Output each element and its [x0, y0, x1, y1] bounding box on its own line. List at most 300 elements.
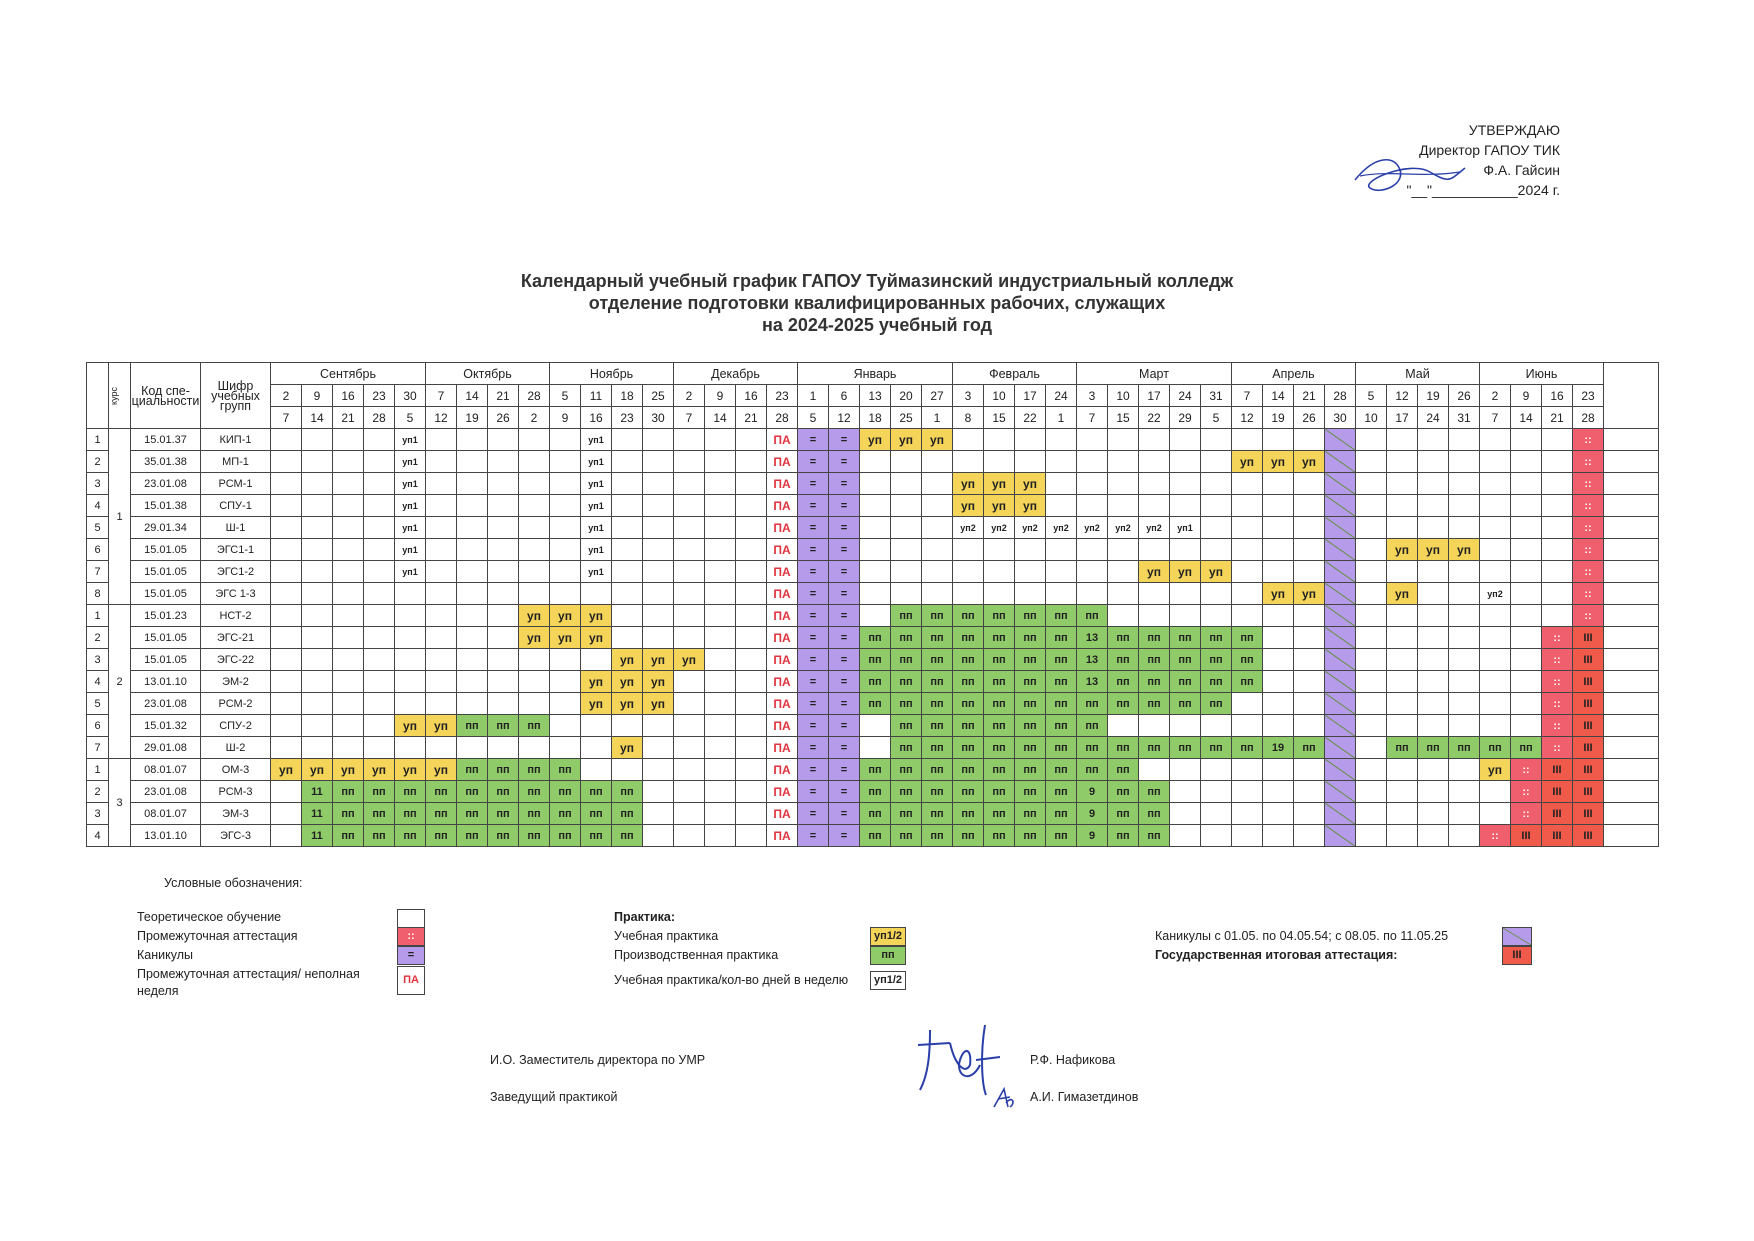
practice-pp-cell: пп — [891, 781, 922, 803]
week-start: 5 — [550, 385, 581, 407]
practice-pp-cell: пп — [891, 715, 922, 737]
week-cell — [1139, 605, 1170, 627]
week-cell — [1232, 583, 1263, 605]
week-cell — [1387, 781, 1418, 803]
practice-pp-cell: 13 — [1077, 649, 1108, 671]
week-cell — [1108, 539, 1139, 561]
week-cell — [1480, 693, 1511, 715]
week-cell — [302, 561, 333, 583]
week-cell — [1542, 451, 1573, 473]
practice-yp-cell: уп — [612, 693, 643, 715]
week-cell — [1294, 671, 1325, 693]
practice-pp-cell: пп — [426, 803, 457, 825]
week-cell — [643, 495, 674, 517]
month-header: Ноябрь — [550, 363, 674, 385]
practice-pp-cell: пп — [984, 737, 1015, 759]
interim-partial-cell: ПА — [767, 781, 798, 803]
week-cell — [1387, 671, 1418, 693]
table-row — [87, 715, 1659, 737]
practice-pp-cell: пп — [860, 781, 891, 803]
week-cell — [1480, 649, 1511, 671]
practice-yp-cell: уп — [1170, 561, 1201, 583]
practice-pp-cell: 13 — [1077, 671, 1108, 693]
table-row — [87, 759, 1659, 781]
specialty-code: 15.01.05 — [131, 627, 201, 649]
week-cell — [581, 649, 612, 671]
week-cell — [612, 561, 643, 583]
attestation-cell: :: — [1542, 671, 1573, 693]
practice-pp-cell: пп — [953, 825, 984, 847]
practice-pp-cell: пп — [953, 803, 984, 825]
week-cell — [643, 561, 674, 583]
week-cell — [302, 429, 333, 451]
practice-pp-cell: пп — [1108, 803, 1139, 825]
week-end: 29 — [1170, 407, 1201, 429]
week-cell — [457, 429, 488, 451]
week-cell — [333, 429, 364, 451]
week-cell — [612, 517, 643, 539]
week-cell — [457, 583, 488, 605]
practice-pp-cell: пп — [426, 825, 457, 847]
practice-pp-cell: пп — [1139, 671, 1170, 693]
week-cell — [1418, 781, 1449, 803]
week-cell — [736, 825, 767, 847]
week-cell — [1046, 473, 1077, 495]
practice-pp-cell: пп — [1201, 649, 1232, 671]
practice-yp-cell: уп — [581, 693, 612, 715]
practice-days-cell: уп2 — [1108, 517, 1139, 539]
row-tail — [1604, 539, 1659, 561]
row-number: 2 — [87, 627, 109, 649]
week-cell — [705, 649, 736, 671]
practice-pp-cell: пп — [953, 649, 984, 671]
interim-partial-cell: ПА — [767, 759, 798, 781]
attestation-cell: :: — [1511, 803, 1542, 825]
practice-pp-cell: пп — [457, 759, 488, 781]
director-signature-icon — [1350, 150, 1470, 198]
week-cell — [271, 473, 302, 495]
practice-pp-cell: пп — [581, 781, 612, 803]
practice-pp-cell: пп — [891, 649, 922, 671]
week-cell — [395, 737, 426, 759]
practice-yp-cell: уп — [612, 671, 643, 693]
week-cell — [302, 517, 333, 539]
holiday-cell — [1325, 649, 1356, 671]
gia-cell: III — [1542, 825, 1573, 847]
practice-pp-cell: пп — [860, 649, 891, 671]
week-cell — [519, 583, 550, 605]
week-cell — [1449, 781, 1480, 803]
week-cell — [550, 671, 581, 693]
week-end: 31 — [1449, 407, 1480, 429]
week-cell — [271, 605, 302, 627]
practice-pp-cell: пп — [984, 627, 1015, 649]
week-cell — [860, 495, 891, 517]
week-cell — [1294, 759, 1325, 781]
group-code: ЭГС1-1 — [201, 539, 271, 561]
month-header: Январь — [798, 363, 953, 385]
week-cell — [1108, 473, 1139, 495]
week-start: 17 — [1015, 385, 1046, 407]
week-cell — [922, 561, 953, 583]
week-cell — [1294, 803, 1325, 825]
week-cell — [1232, 561, 1263, 583]
vacation-cell: = — [798, 473, 829, 495]
week-start: 20 — [891, 385, 922, 407]
practice-pp-cell: пп — [1015, 737, 1046, 759]
practice-pp-cell: пп — [922, 605, 953, 627]
row-number: 6 — [87, 539, 109, 561]
practice-yp-cell: уп — [860, 429, 891, 451]
week-cell — [364, 649, 395, 671]
practice-pp-cell: пп — [364, 803, 395, 825]
week-cell — [860, 715, 891, 737]
practice-pp-cell: пп — [519, 715, 550, 737]
practice-pp-cell: пп — [922, 671, 953, 693]
week-end: 22 — [1015, 407, 1046, 429]
week-cell — [1263, 561, 1294, 583]
week-cell — [705, 561, 736, 583]
week-cell — [1449, 451, 1480, 473]
practice-pp-cell: пп — [1077, 715, 1108, 737]
row-tail — [1604, 429, 1659, 451]
week-cell — [302, 737, 333, 759]
week-cell — [922, 517, 953, 539]
specialty-code: 29.01.08 — [131, 737, 201, 759]
practice-pp-cell: пп — [1046, 803, 1077, 825]
week-cell — [1108, 715, 1139, 737]
week-cell — [984, 539, 1015, 561]
vacation-cell: = — [829, 539, 860, 561]
document-title — [0, 270, 1754, 336]
week-start: 28 — [1325, 385, 1356, 407]
week-cell — [1387, 715, 1418, 737]
practice-pp-cell: пп — [550, 825, 581, 847]
week-cell — [953, 429, 984, 451]
week-cell — [1449, 649, 1480, 671]
week-cell — [581, 737, 612, 759]
week-cell — [1511, 429, 1542, 451]
week-cell — [705, 583, 736, 605]
week-cell — [457, 737, 488, 759]
month-header: Октябрь — [426, 363, 550, 385]
week-cell — [1232, 825, 1263, 847]
group-code: ЭГС-22 — [201, 649, 271, 671]
week-cell — [1294, 649, 1325, 671]
table-row — [87, 671, 1659, 693]
week-cell — [674, 781, 705, 803]
gia-cell: III — [1573, 737, 1604, 759]
week-cell — [1387, 561, 1418, 583]
vacation-cell: = — [798, 539, 829, 561]
practice-days-cell: уп1 — [395, 517, 426, 539]
table-row — [87, 451, 1659, 473]
week-start: 10 — [984, 385, 1015, 407]
week-start: 16 — [1542, 385, 1573, 407]
practice-yp-cell: уп — [1201, 561, 1232, 583]
practice-pp-cell: пп — [1170, 737, 1201, 759]
legend-prod-practice-box: пп — [870, 946, 906, 965]
week-cell — [643, 781, 674, 803]
week-cell — [1139, 715, 1170, 737]
week-start: 13 — [860, 385, 891, 407]
week-start: 24 — [1170, 385, 1201, 407]
specialty-code: 15.01.05 — [131, 649, 201, 671]
practice-pp-cell: пп — [612, 825, 643, 847]
practice-pp-cell: пп — [922, 737, 953, 759]
practice-pp-cell: пп — [1015, 693, 1046, 715]
week-cell — [1170, 495, 1201, 517]
week-cell — [1232, 693, 1263, 715]
week-cell — [333, 539, 364, 561]
week-cell — [581, 759, 612, 781]
holiday-cell — [1325, 583, 1356, 605]
table-row — [87, 539, 1659, 561]
week-end: 21 — [333, 407, 364, 429]
week-end: 12 — [1232, 407, 1263, 429]
week-cell — [302, 473, 333, 495]
practice-pp-cell: пп — [1232, 649, 1263, 671]
week-cell — [1170, 583, 1201, 605]
practice-yp-cell: уп — [612, 649, 643, 671]
week-end: 10 — [1356, 407, 1387, 429]
week-cell — [1449, 825, 1480, 847]
week-cell — [1542, 429, 1573, 451]
practice-pp-cell: пп — [922, 759, 953, 781]
week-cell — [426, 451, 457, 473]
practice-pp-cell: пп — [1046, 649, 1077, 671]
practice-pp-cell: пп — [953, 671, 984, 693]
holiday-cell — [1325, 737, 1356, 759]
week-cell — [736, 473, 767, 495]
practice-days-cell: уп1 — [395, 495, 426, 517]
practice-pp-cell: 9 — [1077, 803, 1108, 825]
practice-days-cell: уп1 — [395, 429, 426, 451]
week-cell — [1449, 495, 1480, 517]
week-end: 15 — [1108, 407, 1139, 429]
week-cell — [705, 803, 736, 825]
week-cell — [271, 583, 302, 605]
practice-yp-cell: уп — [1387, 539, 1418, 561]
week-cell — [674, 627, 705, 649]
attestation-cell: :: — [1542, 627, 1573, 649]
attestation-cell: :: — [1573, 429, 1604, 451]
table-row — [87, 693, 1659, 715]
week-cell — [302, 693, 333, 715]
week-cell — [1387, 473, 1418, 495]
week-cell — [1511, 561, 1542, 583]
week-cell — [736, 715, 767, 737]
vacation-cell: = — [829, 495, 860, 517]
week-cell — [1170, 759, 1201, 781]
week-cell — [1294, 539, 1325, 561]
title-line-1: Календарный учебный график ГАПОУ Туймазинский индустриальный колледж — [520, 271, 1234, 291]
legend-interim-box: :: — [397, 927, 425, 946]
practice-days-cell: уп2 — [1046, 517, 1077, 539]
gia-cell: III — [1573, 627, 1604, 649]
practice-yp-cell: уп — [1263, 451, 1294, 473]
table-row — [87, 803, 1659, 825]
week-cell — [519, 495, 550, 517]
practice-pp-cell: пп — [1480, 737, 1511, 759]
practice-pp-cell: пп — [1170, 693, 1201, 715]
practice-yp-cell: уп — [550, 605, 581, 627]
week-cell — [333, 737, 364, 759]
week-start: 3 — [953, 385, 984, 407]
week-cell — [302, 539, 333, 561]
week-cell — [860, 605, 891, 627]
week-start: 11 — [581, 385, 612, 407]
week-cell — [1294, 693, 1325, 715]
week-cell — [1263, 429, 1294, 451]
week-cell — [1387, 803, 1418, 825]
practice-pp-cell: пп — [984, 715, 1015, 737]
week-cell — [488, 517, 519, 539]
practice-pp-cell: 9 — [1077, 825, 1108, 847]
legend-edu-practice-box: уп1/2 — [870, 927, 906, 946]
practice-pp-cell: пп — [1046, 825, 1077, 847]
table-row — [87, 825, 1659, 847]
week-start: 17 — [1139, 385, 1170, 407]
kurs-cell: 1 — [109, 429, 131, 605]
practice-yp-cell: уп — [1263, 583, 1294, 605]
week-cell — [1294, 715, 1325, 737]
deputy-name: Р.Ф. Нафикова — [1030, 1053, 1116, 1067]
week-cell — [1449, 759, 1480, 781]
week-end: 18 — [860, 407, 891, 429]
practice-pp-cell: пп — [612, 781, 643, 803]
practice-yp-cell: уп — [1480, 759, 1511, 781]
practice-yp-cell: уп — [581, 671, 612, 693]
interim-partial-cell: ПА — [767, 583, 798, 605]
practice-pp-cell: пп — [984, 671, 1015, 693]
practice-days-cell: уп1 — [395, 451, 426, 473]
vacation-cell: = — [798, 561, 829, 583]
row-number: 3 — [87, 803, 109, 825]
table-row — [87, 737, 1659, 759]
week-cell — [426, 539, 457, 561]
approval-heading: УТВЕРЖДАЮ — [1468, 122, 1560, 138]
table-row — [87, 649, 1659, 671]
practice-days-cell: уп1 — [581, 517, 612, 539]
week-cell — [333, 627, 364, 649]
week-cell — [674, 451, 705, 473]
vacation-cell: = — [829, 473, 860, 495]
week-cell — [457, 671, 488, 693]
practice-yp-cell: уп — [395, 715, 426, 737]
practice-pp-cell: пп — [581, 825, 612, 847]
week-cell — [1046, 451, 1077, 473]
header-kurs — [109, 363, 131, 429]
week-cell — [860, 583, 891, 605]
week-cell — [1201, 781, 1232, 803]
month-header: Февраль — [953, 363, 1077, 385]
week-cell — [519, 429, 550, 451]
week-cell — [1232, 781, 1263, 803]
practice-yp-cell: уп — [426, 759, 457, 781]
week-cell — [457, 649, 488, 671]
week-end: 12 — [426, 407, 457, 429]
week-cell — [736, 627, 767, 649]
practice-pp-cell: пп — [550, 781, 581, 803]
specialty-code: 15.01.05 — [131, 561, 201, 583]
practice-pp-cell: пп — [519, 803, 550, 825]
practice-pp-cell: пп — [984, 759, 1015, 781]
interim-partial-cell: ПА — [767, 627, 798, 649]
specialty-code: 15.01.23 — [131, 605, 201, 627]
week-cell — [643, 583, 674, 605]
week-start: 28 — [519, 385, 550, 407]
vacation-cell: = — [798, 495, 829, 517]
week-end: 5 — [395, 407, 426, 429]
attestation-cell: :: — [1573, 473, 1604, 495]
approval-position: Директор ГАПОУ ТИК — [1419, 142, 1560, 158]
practice-yp-cell: уп — [364, 759, 395, 781]
holiday-cell — [1325, 451, 1356, 473]
week-cell — [643, 473, 674, 495]
week-end: 7 — [1480, 407, 1511, 429]
week-cell — [1263, 649, 1294, 671]
month-header: Апрель — [1232, 363, 1356, 385]
week-cell — [1356, 451, 1387, 473]
week-cell — [984, 451, 1015, 473]
practice-pp-cell: пп — [1108, 825, 1139, 847]
week-cell — [395, 605, 426, 627]
week-start: 1 — [798, 385, 829, 407]
week-cell — [488, 605, 519, 627]
practice-pp-cell: пп — [891, 759, 922, 781]
group-code: РСМ-1 — [201, 473, 271, 495]
week-cell — [1511, 649, 1542, 671]
row-tail — [1604, 627, 1659, 649]
week-cell — [1511, 715, 1542, 737]
attestation-cell: :: — [1573, 517, 1604, 539]
week-cell — [1418, 825, 1449, 847]
group-code: КИП-1 — [201, 429, 271, 451]
week-cell — [1480, 429, 1511, 451]
attestation-cell: :: — [1511, 781, 1542, 803]
practice-pp-cell: пп — [860, 759, 891, 781]
week-cell — [922, 451, 953, 473]
interim-partial-cell: ПА — [767, 825, 798, 847]
week-cell — [519, 693, 550, 715]
vacation-cell: = — [798, 715, 829, 737]
interim-partial-cell: ПА — [767, 737, 798, 759]
week-cell — [1201, 539, 1232, 561]
week-cell — [426, 561, 457, 583]
week-cell — [271, 451, 302, 473]
week-cell — [302, 627, 333, 649]
week-cell — [1046, 583, 1077, 605]
practice-pp-cell: 19 — [1263, 737, 1294, 759]
week-end: 8 — [953, 407, 984, 429]
week-cell — [1480, 781, 1511, 803]
row-tail — [1604, 561, 1659, 583]
week-cell — [1387, 825, 1418, 847]
week-cell — [271, 781, 302, 803]
gia-cell: III — [1573, 759, 1604, 781]
week-start: 23 — [1573, 385, 1604, 407]
week-cell — [302, 605, 333, 627]
kurs-cell: 3 — [109, 759, 131, 847]
holiday-cell — [1325, 605, 1356, 627]
week-end: 19 — [1263, 407, 1294, 429]
week-cell — [550, 561, 581, 583]
practice-pp-cell: пп — [1511, 737, 1542, 759]
week-cell — [1449, 429, 1480, 451]
week-cell — [1139, 451, 1170, 473]
vacation-cell: = — [798, 759, 829, 781]
